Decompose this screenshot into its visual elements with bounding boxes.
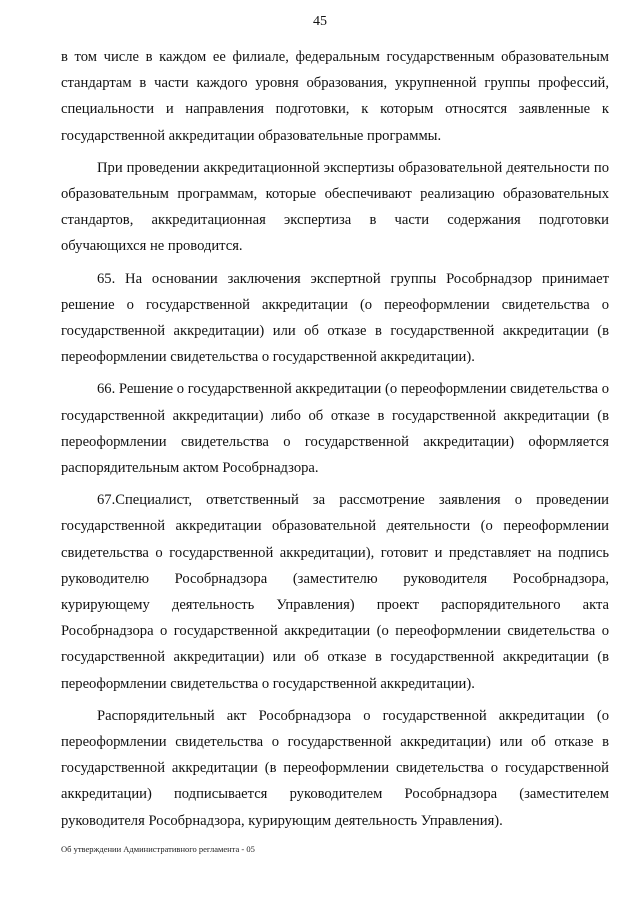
paragraph-signing: Распорядительный акт Рособрнадзора о государственной аккредитации (о переоформлении свидетельства о государственной аккредитации) или об отказе в государственной аккредитации (в переоформлении свидетельства о государственной аккредитации) подписывается руководителем Рособрнадзора (заместителем руководителя Рособрнадзора, курирующим деятельность Управления). bbox=[61, 707, 609, 829]
page-number: 45 bbox=[313, 14, 327, 29]
paragraph-67: 67.Специалист, ответственный за рассмотрение заявления о проведении государственной аккредитации образовательной деятельности (о переоформлении свидетельства о государственной аккредитации), готовит и представляет на подпись руководителю Рособрнадзора (заместителю руководителя Рособрнадзора, курирующему деятельность Управления) проект распорядительного акта Рособрнадзора о государственной аккредитации (о переоформлении свидетельства о государственной аккредитации) или об отказе в государственной аккредитации (в переоформлении свидетельства о государственной аккредитации). bbox=[61, 492, 609, 692]
document-body bbox=[61, 44, 609, 834]
footer-note: Об утверждении Административного регламента - 05 bbox=[61, 844, 255, 854]
paragraph-continuation: в том числе в каждом ее филиале, федеральным государственным образовательным стандартам в части каждого уровня образования, укрупненной группы профессий, специальности и направления подготовки, к которым относятся заявленные к государственной аккредитации образовательные программы. bbox=[61, 49, 609, 144]
paragraph-expertise-note: При проведении аккредитационной экспертизы образовательной деятельности по образовательным программам, которые обеспечивают реализацию образовательных стандартов, аккредитационная экспертиза в части содержания подготовки обучающихся не проводится. bbox=[61, 159, 609, 255]
paragraph-66: 66. Решение о государственной аккредитации (о переоформлении свидетельства о государственной аккредитации) либо об отказе в государственной аккредитации (в переоформлении свидетельства о государственной аккредитации) оформляется распорядительным актом Рособрнадзора. bbox=[61, 381, 609, 477]
paragraph-65: 65. На основании заключения экспертной группы Рособрнадзор принимает решение о государственной аккредитации (о переоформлении свидетельства о государственной аккредитации) или об отказе в государственной аккредитации (в переоформлении свидетельства о государственной аккредитации). bbox=[61, 270, 609, 366]
